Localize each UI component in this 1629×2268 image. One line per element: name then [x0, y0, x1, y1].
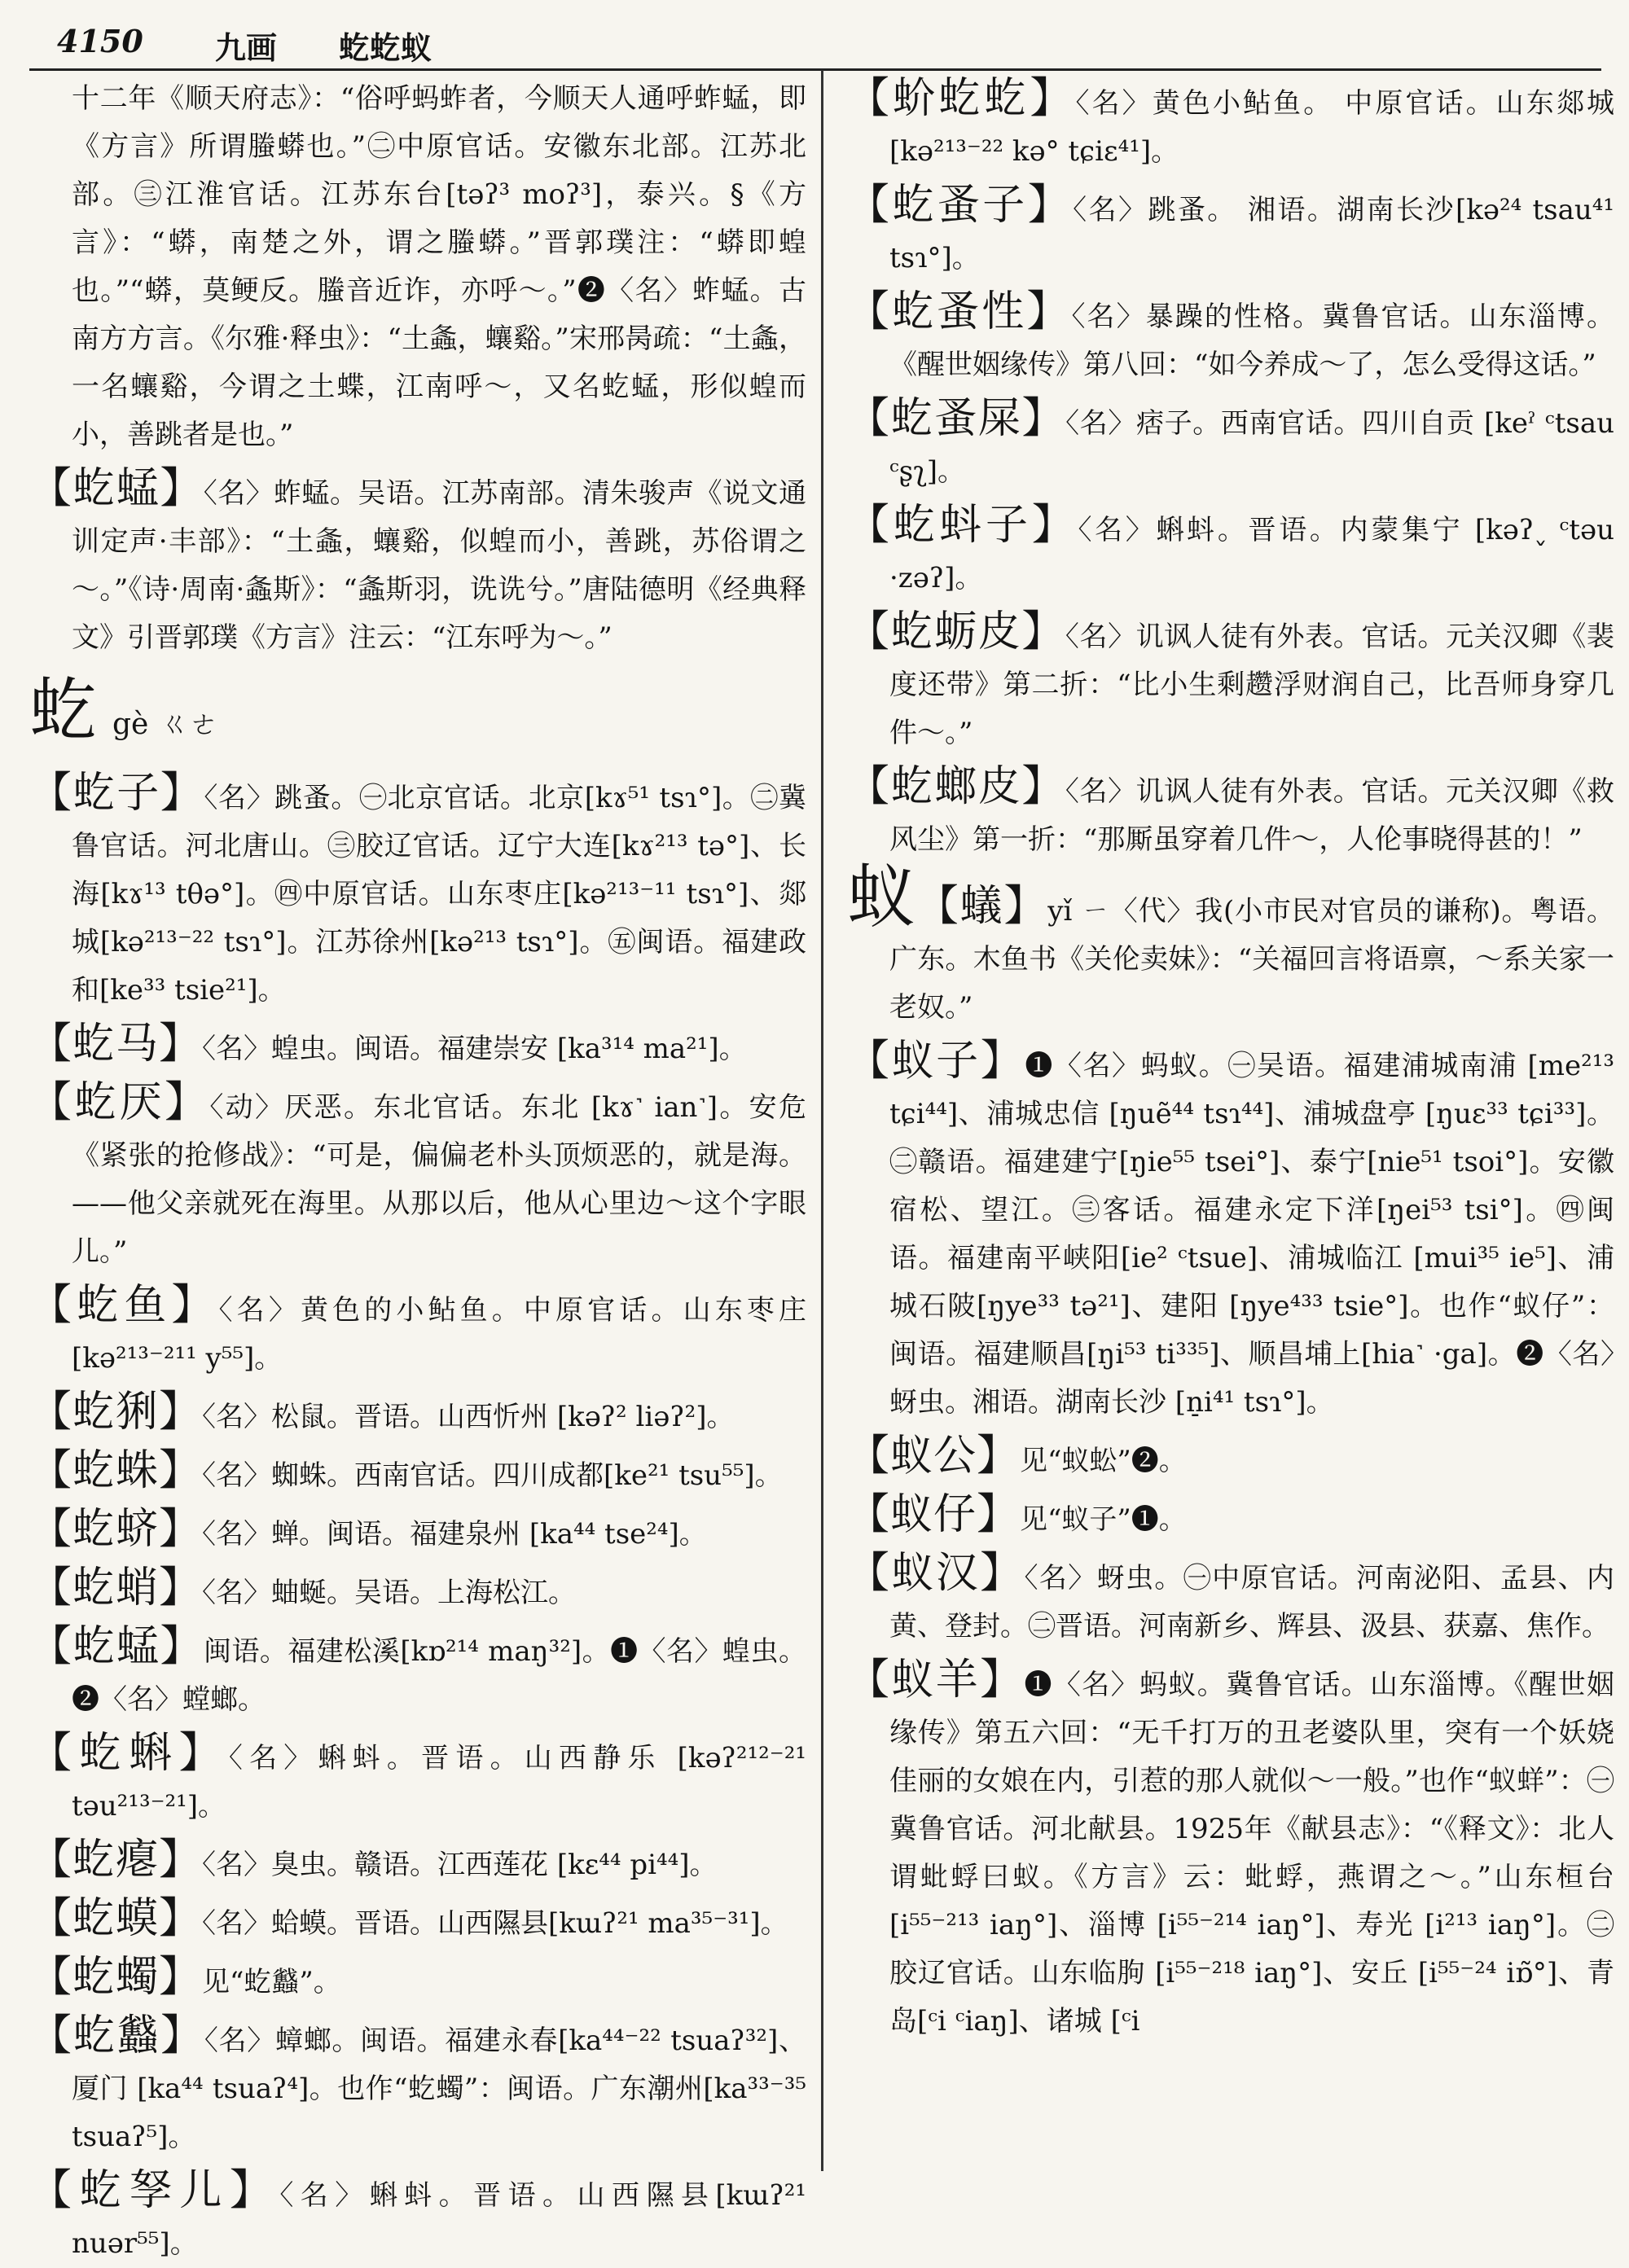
entry-definition: 〈名〉蝌蚪。晋语。山西静乐 [kəʔ²¹²⁻²¹ təu²¹³⁻²¹]。: [72, 1742, 806, 1823]
entry-headword: 【虼蠋】: [29, 1953, 203, 2002]
entry-definition: 〈名〉暴躁的性格。冀鲁官话。山东淄博。《醒世姻缘传》第八回：“如今养成～了，怎么受得这话。”: [889, 300, 1614, 381]
head-character-glyph: 蚁: [847, 857, 916, 937]
entry-headword: 【虼蝌】: [29, 1729, 229, 1778]
entry-definition: 〈名〉蝌蚪。晋语。山西隰县[kɯʔ²¹ nuər⁵⁵]。: [72, 2179, 806, 2260]
entry-definition: 〈名〉蚱蜢。吴语。江苏南部。清朱骏声《说文通训定声·丰部》：“土螽，蠰谿，似蝗而小，善跳，苏俗谓之～。”《诗·周南·螽斯》：“螽斯羽，诜诜兮。”唐陆德明《经典释文》引晋郭璞《方言》注云：“江东呼为～。”: [72, 477, 806, 654]
entry-definition: 〈名〉黄色小鲇鱼。 中原官话。山东郯城[kə²¹³⁻²² kə° tɕiɛ⁴¹]。: [889, 87, 1614, 168]
dictionary-entry: [29, 770, 806, 1015]
dictionary-entry: [847, 1432, 1614, 1485]
entry-definition: 〈名〉松鼠。晋语。山西忻州 [kəʔ² liəʔ²]。: [202, 1401, 735, 1433]
entry-definition: 〈名〉蝉。闽语。福建泉州 [ka⁴⁴ tse²⁴]。: [202, 1518, 707, 1551]
entry-definition: 〈名〉蚰蜒。吴语。上海松江。: [202, 1577, 577, 1609]
entry-definition: 闽语。福建松溪[kɒ²¹⁴ maŋ³²]。❶〈名〉蝗虫。❷〈名〉螳螂。: [72, 1635, 806, 1716]
entry-headword: 【蚁仔】: [847, 1490, 1021, 1539]
entry-definition: ❶〈名〉蚂蚁。冀鲁官话。山东淄博。《醒世姻缘传》第五六回：“无千打万的丑老婆队里，突有一个妖娆佳丽的女娘在内，引惹的那人就似～一般。”也作“蚁蛘”：㊀冀鲁官话。河北献县。1925年《献县志》：“《释文》：北人谓蚍蜉曰蚁。《方言》云：蚍蜉，燕谓之～。”山东桓台 [i⁵⁵⁻²¹³ iaŋ°]、淄博 [i⁵⁵⁻²¹⁴ iaŋ°]、寿光 [i²¹³ iaŋ°]。㊁胶辽官话。山东临朐 [i⁵⁵⁻²¹⁸ iaŋ°]、安丘 [i⁵⁵⁻²⁴ iɒ̃°]、青岛[ᶜi ᶜiaŋ]、诸城 [ᶜi: [889, 1669, 1614, 2038]
entry-definition: 〈名〉蚜虫。㊀中原官话。河南泌阳、孟县、内黄、登封。㊁晋语。河南新乡、辉县、汲县、获嘉、焦作。: [889, 1562, 1614, 1643]
entry-headword: 【虼蚪子】: [847, 501, 1078, 550]
entry-definition: 〈名〉蝗虫。闽语。福建崇安 [ka³¹⁴ ma²¹]。: [202, 1033, 747, 1065]
dictionary-entry: [847, 502, 1614, 603]
entry-definition: 〈名〉跳蚤。㊀北京官话。北京[kɤ⁵¹ tsɿ°]。㊁冀鲁官话。河北唐山。㊂胶辽官话。辽宁大连[kɤ²¹³ tə°]、长海[kɤ¹³ tθə°]。㊃中原官话。山东枣庄[kə²¹³⁻¹¹ tsɿ°]、郯城[kə²¹³⁻²² tsɿ°]。江苏徐州[kə²¹³ tsɿ°]。㊄闽语。福建政和[ke³³ tsie²¹]。: [72, 782, 806, 1007]
entry-headword: 【虼蠽】: [29, 2011, 204, 2060]
dictionary-entry: [29, 1836, 806, 1889]
entry-headword: 【虼马】: [29, 1020, 203, 1068]
head-character-glyph: 虼: [29, 670, 99, 750]
entry-definition: 〈名〉蛤蟆。晋语。山西隰县[kɯʔ²¹ ma³⁵⁻³¹]。: [202, 1907, 788, 1940]
entry-headword: 【虼蚤子】: [847, 181, 1074, 230]
entry-headword: 【虼蛎皮】: [847, 608, 1065, 656]
dictionary-entry: [29, 1895, 806, 1948]
dictionary-entry: [847, 1491, 1614, 1544]
dictionary-entry: [847, 608, 1614, 757]
entry-definition: 〈名〉讥讽人徒有外表。官话。元关汉卿《裴度还带》第二折：“比小生剩趱浮财润自己，比吾师身穿几件～。”: [889, 621, 1614, 749]
head-character: [29, 670, 806, 765]
dictionary-entry: [847, 763, 1614, 864]
entry-definition: 见“虼蠽”。: [202, 1966, 341, 1998]
dictionary-entry: [29, 1388, 806, 1441]
dictionary-entry: [847, 75, 1614, 176]
dictionary-entry: [847, 1656, 1614, 2046]
page-header: [29, 16, 1601, 71]
entry-headword: 【蚧虼虼】: [847, 74, 1076, 123]
entry-definition: 〈名〉臭虫。赣语。江西莲花 [kɛ⁴⁴ pi⁴⁴]。: [202, 1849, 718, 1881]
entry-definition: 〈动〉厌恶。东北官话。东北 [kɤ˺ ian˺]。安危《紧张的抢修战》：“可是，偏偏老朴头顶烦恶的，就是海。——他父亲就死在海里。从那以后，他从心里边～这个字眼儿。”: [72, 1091, 806, 1268]
page-number: 4150: [57, 23, 143, 59]
entry-headword: 【虼子】: [29, 769, 204, 818]
header-chapter: 九画: [215, 29, 278, 66]
dictionary-entry: [29, 1282, 806, 1383]
entry-headword: 【虼蛴】: [29, 1505, 203, 1554]
entry-headword: 【虼厌】: [29, 1078, 210, 1127]
entry-definition: 〈名〉跳蚤。 湘语。湖南长沙[kə²⁴ tsau⁴¹ tsɿ°]。: [889, 194, 1614, 274]
entry-definition: 见“蚁子”❶。: [1020, 1503, 1187, 1536]
entry-definition: 〈名〉蟑螂。闽语。福建永春[ka⁴⁴⁻²² tsuaʔ³²]、厦门 [ka⁴⁴ tsuaʔ⁴]。也作“虼蠋”：闽语。广东潮州[ka³³⁻³⁵ tsuaʔ⁵]。: [72, 2025, 806, 2153]
entry-headword: 【虼蛸】: [29, 1564, 203, 1612]
entry-headword: 【虼鱼】: [29, 1281, 219, 1330]
dictionary-entry: [29, 1079, 806, 1276]
entry-headword: 【蚁子】: [847, 1037, 1025, 1086]
entry-headword: 【蚁羊】: [847, 1656, 1025, 1704]
dictionary-entry: [29, 2167, 806, 2268]
entry-headword: 【虼蜢】: [29, 464, 204, 513]
entry-definition: 见“蚁蚣”❷。: [1020, 1445, 1187, 1477]
entry-definition: 〈名〉讥讽人徒有外表。官话。元关汉卿《救风尘》第一折：“那厮虽穿着几件～，人伦事晓得甚的！”: [889, 775, 1614, 856]
entry-headword: 【虼蚤性】: [847, 287, 1072, 336]
entry-headword: 【虼瘪】: [29, 1836, 203, 1884]
header-characters: 虼虼蚁: [339, 29, 432, 66]
dictionary-entry: [847, 1037, 1614, 1427]
entry-definition: 〈名〉黄色的小鲇鱼。中原官话。山东枣庄[kə²¹³⁻²¹¹ y⁵⁵]。: [72, 1294, 806, 1375]
dictionary-entry: [847, 395, 1614, 496]
head-character-entry: [847, 857, 1614, 1032]
dictionary-entry: [29, 1447, 806, 1500]
dictionary-entry: [29, 2012, 806, 2161]
left-column: [29, 75, 806, 2260]
entry-headword: 【虼孥儿】: [29, 2166, 280, 2215]
entry-headword: 【虼猁】: [29, 1388, 203, 1437]
head-character-bopomofo: ㄍㄜ: [160, 708, 219, 741]
dictionary-entry: [847, 288, 1614, 389]
dictionary-entry: [29, 1623, 806, 1724]
dictionary-entry: [847, 1550, 1614, 1651]
column-divider: [821, 70, 823, 2171]
entry-headword: 【蚁汉】: [847, 1549, 1025, 1598]
dictionary-entry: [847, 182, 1614, 283]
dictionary-entry: [29, 1506, 806, 1559]
entry-definition: 〈名〉痞子。西南官话。四川自贡 [keˀ ᶜtsau ᶜʂʅ]。: [889, 407, 1614, 488]
entry-headword: 【蚁公】: [847, 1432, 1021, 1481]
entry-continuation: 十二年《顺天府志》：“俗呼蚂蚱者，今顺天人通呼蚱蜢，即《方言》所谓螣蟒也。”㊁中原官话。安徽东北部。江苏北部。㊂江淮官话。江苏东台[təʔ³ moʔ³]，泰兴。§《方言》：“蟒，南楚之外，谓之螣蟒。”晋郭璞注：“蟒即蝗也。”“蟒，莫鲠反。螣音近诈，亦呼～。”❷〈名〉蚱蜢。古南方方言。《尔雅·释虫》：“土螽，蠰谿。”宋邢昺疏：“土螽，一名蠰谿，今谓之土蝶，江南呼～，又名虼蜢，形似蝗而小，善跳者是也。”: [72, 82, 806, 451]
entry-headword: 【虼蜢】: [29, 1622, 204, 1671]
entry-headword: 【蟻】: [915, 882, 1048, 931]
entry-definition: 〈名〉蝌蚪。晋语。内蒙集宁 [kəʔ˯ ᶜtəu ·zəʔ]。: [889, 514, 1614, 594]
entry-headword: 【虼蟆】: [29, 1894, 203, 1943]
dictionary-entry: [29, 1564, 806, 1617]
entry-headword: 【虼螂皮】: [847, 762, 1065, 811]
dictionary-entry: [29, 465, 806, 662]
dictionary-entry: [29, 1730, 806, 1831]
entry-headword: 【虼蚤屎】: [847, 394, 1066, 443]
entry-definition: 〈名〉蜘蛛。西南官话。四川成都[ke²¹ tsu⁵⁵]。: [202, 1459, 783, 1492]
right-column: [847, 75, 1614, 2184]
entry-definition: yǐ ㄧ〈代〉我(小市民对官员的谦称)。粤语。广东。木鱼书《关伦卖妹》：“关福回言将语禀，～系关家一老奴。”: [889, 895, 1614, 1024]
entry-definition: ❶〈名〉蚂蚁。㊀吴语。福建浦城南浦 [me²¹³ tɕi⁴⁴]、浦城忠信 [ŋuẽ⁴⁴ tsɿ⁴⁴]、浦城盘亭 [ŋuɛ³³ tɕi³³]。㊁赣语。福建建宁[ŋie⁵⁵ tsei°]、泰宁[nie⁵¹ tsoi°]。安徽宿松、望江。㊂客话。福建永定下洋[ŋei⁵³ tsi°]。㊃闽语。福建南平峡阳[ie² ᶜtsue]、浦城临江 [mui³⁵ ie⁵]、浦城石陂[ŋye³³ tə²¹]、建阳 [ŋye⁴³³ tsie°]。也作“蚁仔”：闽语。福建顺昌[ŋi⁵³ ti³³⁵]、顺昌埔上[hia˺ ·ga]。❷〈名〉蚜虫。湘语。湖南长沙 [n̠i⁴¹ tsɿ°]。: [889, 1050, 1614, 1419]
entry-headword: 【虼蛛】: [29, 1446, 203, 1495]
dictionary-entry: [29, 1020, 806, 1073]
dictionary-entry: [29, 1954, 806, 2007]
head-character-pinyin: gè: [112, 708, 149, 741]
